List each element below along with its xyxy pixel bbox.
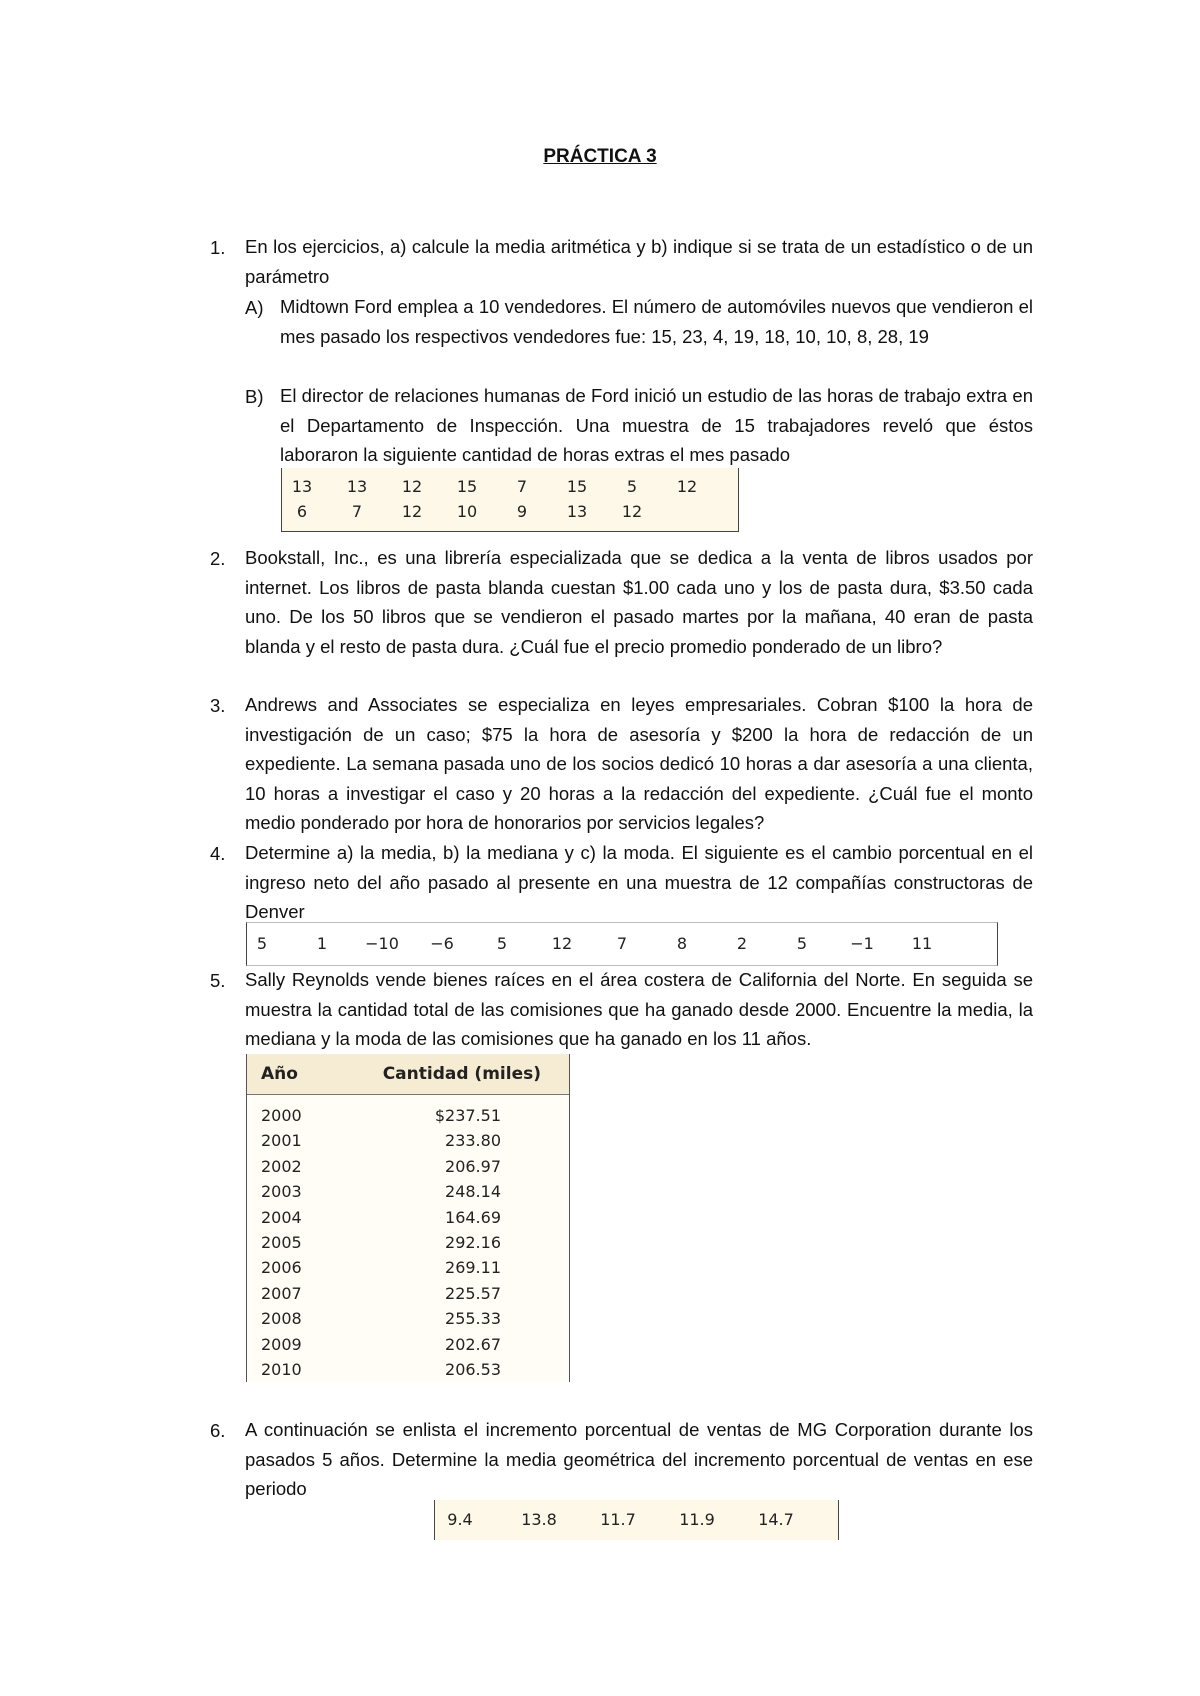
amount-cell: 225.57 [445, 1283, 501, 1303]
table-cell: 15 [456, 477, 478, 496]
amount-cell: 206.97 [445, 1156, 501, 1176]
q2-number: 2. [210, 548, 226, 569]
amount-cell: 202.67 [445, 1334, 501, 1354]
table-cell: −6 [430, 934, 454, 953]
q5-number: 5. [210, 970, 226, 991]
amount-cell: 292.16 [445, 1233, 501, 1252]
year-cell: 2010 [261, 1360, 302, 1379]
table-row [247, 1182, 569, 1207]
commissions-table [246, 1054, 570, 1382]
table-cell: −1 [850, 934, 874, 953]
year-cell: 2003 [261, 1182, 302, 1202]
table-cell: 12 [401, 477, 423, 496]
q4-number: 4. [210, 843, 226, 864]
q3-number: 3. [210, 695, 226, 716]
table-cell: 9.4 [447, 1510, 473, 1529]
q1-b-label: B) [245, 386, 264, 407]
table-cell: 12 [551, 934, 573, 953]
year-cell: 2009 [261, 1334, 302, 1354]
table-cell: 12 [401, 502, 423, 521]
q1-b-text: El director de relaciones humanas de Ford inició un estudio de las horas de trabajo extra en el Departamento de Inspección. Una muestra de 15 trabajadores reveló que éstos laboraron la siguiente cantidad de horas extras el mes pasado [280, 385, 1033, 465]
table-cell: 5 [796, 934, 808, 953]
table-row [282, 502, 738, 524]
sales-increase-table [434, 1500, 839, 1540]
q4-text: Determine a) la media, b) la mediana y c) la moda. El siguiente es el cambio porcentual en el ingreso neto del año pasado al presente en una muestra de 12 compañías constructoras de Denver [245, 842, 1033, 922]
header-year: Año [261, 1064, 298, 1084]
q1-number: 1. [210, 237, 226, 258]
amount-cell: 206.53 [445, 1360, 501, 1379]
year-cell: 2007 [261, 1283, 302, 1303]
table-cell: 13 [346, 477, 368, 496]
table-cell: 13.8 [521, 1510, 557, 1529]
table-cell: 5 [496, 934, 508, 953]
amount-cell: 269.11 [445, 1258, 501, 1278]
table-cell: 5 [256, 934, 268, 953]
table-cell: 12 [621, 502, 643, 521]
q6-number: 6. [210, 1420, 226, 1441]
table-cell: 7 [516, 477, 528, 496]
q1-a-text: Midtown Ford emplea a 10 vendedores. El número de automóviles nuevos que vendieron el mes pasado los respectivos vendedores fue: 15, 23, 4, 19, 18, 10, 10, 8, 28, 19 [280, 296, 1033, 347]
year-cell: 2005 [261, 1233, 302, 1252]
table-row [247, 1309, 569, 1334]
table-cell: 8 [676, 934, 688, 953]
q2-text: Bookstall, Inc., es una librería especializada que se dedica a la venta de libros usados por internet. Los libros de pasta blanda cuestan $1.00 cada uno y los de pasta dura, $3.50 cada uno. De los 50 libros que se vendieron el pasado martes por la mañana, 40 eran de pasta blanda y el resto de pasta dura. ¿Cuál fue el precio promedio ponderado de un libro? [245, 547, 1033, 657]
table-cell: 10 [456, 502, 478, 521]
table-cell: 7 [351, 502, 363, 521]
table-row [247, 1157, 569, 1182]
year-cell: 2001 [261, 1131, 302, 1151]
table-cell: 11.7 [600, 1510, 636, 1529]
amount-cell: 248.14 [445, 1182, 501, 1202]
amount-cell: 255.33 [445, 1309, 501, 1329]
table-cell: 13 [291, 477, 313, 496]
year-cell: 2000 [261, 1106, 302, 1125]
header-amount: Cantidad (miles) [382, 1064, 541, 1084]
table-row [247, 1131, 569, 1156]
table-cell: 11.9 [679, 1510, 715, 1529]
year-cell: 2002 [261, 1156, 302, 1176]
page-title: PRÁCTICA 3 [543, 146, 657, 167]
table-row [247, 1335, 569, 1360]
table-cell: 13 [566, 502, 588, 521]
table-row [247, 1258, 569, 1283]
year-cell: 2004 [261, 1207, 302, 1227]
q1-text: En los ejercicios, a) calcule la media aritmética y b) indique si se trata de un estadístico o de un parámetro [245, 236, 1033, 287]
table-row [282, 477, 738, 499]
table-cell: −10 [365, 934, 399, 953]
table-row [247, 1208, 569, 1233]
table-row [247, 934, 997, 956]
amount-cell: 233.80 [445, 1131, 501, 1151]
table-cell: 5 [626, 477, 638, 496]
q3-text: Andrews and Associates se especializa en leyes empresariales. Cobran $100 la hora de investigación de un caso; $75 la hora de asesoría y $200 la hora de redacción de un expediente. La semana pasada uno de los socios dedicó 10 horas a dar asesoría a una clienta, 10 horas a investigar el caso y 20 horas a la redacción del expediente. ¿Cuál fue el monto medio ponderado por hora de honorarios por servicios legales? [245, 694, 1033, 833]
table-row [247, 1106, 569, 1131]
table-cell: 2 [736, 934, 748, 953]
table-cell: 15 [566, 477, 588, 496]
table-cell: 14.7 [758, 1510, 794, 1529]
amount-cell: $237.51 [434, 1106, 501, 1125]
table-row [247, 1360, 569, 1385]
table-cell: 6 [296, 502, 308, 521]
table-cell: 11 [911, 934, 933, 953]
commissions-table-header [247, 1054, 569, 1095]
q6-text: A continuación se enlista el incremento porcentual de ventas de MG Corporation durante los pasados 5 años. Determine la media geométrica del incremento porcentual de ventas en ese periodo [245, 1419, 1033, 1499]
q1-a-label: A) [245, 297, 264, 318]
year-cell: 2006 [261, 1258, 302, 1278]
net-income-change-table [246, 922, 998, 966]
table-row [247, 1233, 569, 1258]
overtime-hours-table [281, 468, 739, 532]
table-row [435, 1510, 838, 1532]
table-cell: 1 [316, 934, 328, 953]
table-cell: 9 [516, 502, 528, 521]
table-row [247, 1284, 569, 1309]
table-cell: 7 [616, 934, 628, 953]
year-cell: 2008 [261, 1309, 302, 1329]
q5-text: Sally Reynolds vende bienes raíces en el área costera de California del Norte. En seguida se muestra la cantidad total de las comisiones que ha ganado desde 2000. Encuentre la media, la mediana y la moda de las comisiones que ha ganado en los 11 años. [245, 969, 1033, 1049]
table-cell: 12 [676, 477, 698, 496]
amount-cell: 164.69 [445, 1207, 501, 1227]
